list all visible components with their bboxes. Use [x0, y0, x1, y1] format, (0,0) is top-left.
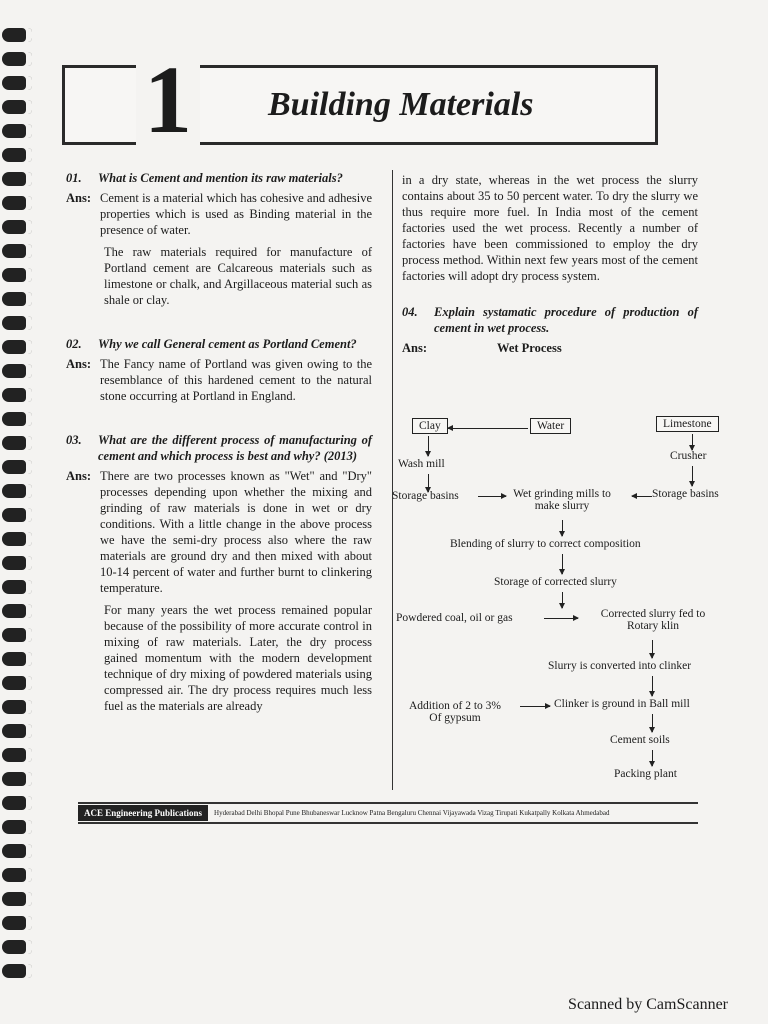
- arrow-down: [652, 714, 653, 732]
- binding-ring: [2, 28, 32, 42]
- question-2: [66, 336, 372, 352]
- flow-node-limestone: Limestone: [656, 416, 719, 432]
- flow-node-blending: Blending of slurry to correct composition: [450, 538, 641, 550]
- arrow-down: [652, 676, 653, 696]
- binding-ring: [2, 916, 32, 930]
- chapter-number: 1: [136, 52, 200, 148]
- binding-ring: [2, 700, 32, 714]
- binding-ring: [2, 76, 32, 90]
- binding-ring: [2, 436, 32, 450]
- binding-ring: [2, 340, 32, 354]
- binding-ring: [2, 484, 32, 498]
- corrected-fed-line-2: Rotary klin: [626, 620, 680, 632]
- wet-process-flowchart: [390, 380, 740, 800]
- flow-node-storage-basins-right: Storage basins: [652, 488, 719, 500]
- arrow-down: [652, 640, 653, 658]
- arrow-down: [692, 434, 693, 450]
- right-column: [402, 172, 698, 356]
- answer-label: Ans:: [66, 469, 92, 483]
- binding-ring: [2, 748, 32, 762]
- binding-ring: [2, 868, 32, 882]
- addition-line-2: Of gypsum: [429, 712, 481, 724]
- binding-ring: [2, 460, 32, 474]
- flow-node-storage-basins-left: Storage basins: [392, 490, 459, 502]
- wet-grinding-line-2: make slurry: [534, 500, 590, 512]
- arrow-down: [652, 750, 653, 766]
- question-text: What is Cement and mention its raw materials?: [98, 171, 343, 185]
- binding-ring: [2, 508, 32, 522]
- chapter-title: Building Materials: [268, 86, 534, 123]
- answer-text: There are two processes known as "Wet" and "Dry" processes depending upon whether the mixing and grinding of raw materials is done in wet or dry conditions. With a little change in the above process we have the semi-dry process also where the raw materials are ground dry and then mixed with about 10-14 percent of water and further burnt to clinkering temperature.: [100, 469, 372, 595]
- flow-node-wet-grinding: [506, 488, 618, 512]
- binding-ring: [2, 268, 32, 282]
- answer-text: The Fancy name of Portland was given owing to the resemblance of this hardened cement to the natural stone occurring at Portland in England.: [100, 357, 372, 403]
- answer-4-header: [402, 340, 698, 356]
- binding-ring: [2, 940, 32, 954]
- flow-node-clay: Clay: [412, 418, 448, 434]
- flow-node-converted: Slurry is converted into clinker: [548, 660, 692, 672]
- answer-paragraph: For many years the wet process remained popular because of the possibility of more accurate control in mixing of raw materials. Later, the dry process gained momentum with the modern development technique of dry mixing of powdered materials using compressed air. The dry process requires much less fuel as the materials are already: [104, 603, 372, 713]
- binding-ring: [2, 100, 32, 114]
- binding-ring: [2, 388, 32, 402]
- binding-ring: [2, 964, 32, 978]
- binding-ring: [2, 652, 32, 666]
- question-text: Why we call General cement as Portland Cement?: [98, 337, 357, 351]
- binding-ring: [2, 244, 32, 258]
- binding-ring: [2, 196, 32, 210]
- answer-3: [66, 468, 372, 596]
- question-1: [66, 170, 372, 186]
- arrow-right: [520, 706, 550, 707]
- wet-grinding-line-1: Wet grinding mills to: [513, 488, 611, 500]
- flow-node-addition: [396, 700, 514, 724]
- binding-ring: [2, 52, 32, 66]
- question-number: 01.: [66, 171, 82, 185]
- flow-node-wash-mill: Wash mill: [398, 458, 445, 470]
- arrow-down: [562, 554, 563, 574]
- answer-paragraph: The raw materials required for manufacture of Portland cement are Calcareous materials such as limestone or chalk, and Argillaceous material such as shale or clay.: [104, 245, 372, 307]
- question-4: [402, 304, 698, 336]
- answer-text: Cement is a material which has cohesive and adhesive properties which is used as Binding material in the presence of water.: [100, 191, 372, 237]
- binding-ring: [2, 220, 32, 234]
- binding-ring: [2, 604, 32, 618]
- question-text-body: What are the different process of manufacturing of cement and which process is best and why?: [98, 433, 372, 463]
- arrow-down: [562, 592, 563, 608]
- question-number: 04.: [402, 305, 418, 319]
- binding-ring: [2, 676, 32, 690]
- arrow-down: [428, 436, 429, 456]
- question-year: (2013): [323, 449, 358, 463]
- arrow-down: [562, 520, 563, 536]
- arrow-down: [692, 466, 693, 486]
- binding-ring: [2, 532, 32, 546]
- flow-node-packing: Packing plant: [614, 768, 677, 780]
- binding-ring: [2, 580, 32, 594]
- binding-ring: [2, 628, 32, 642]
- binding-ring: [2, 844, 32, 858]
- question-number: 03.: [66, 433, 82, 447]
- continuation-paragraph: in a dry state, whereas in the wet process the slurry contains about 35 to 50 percent water. To dry the slurry we thus require more fuel. In India most of the cement factories used the wet process. Recently a number of factories have been commissioned to employ the dry process method. Within next few years most of the cement factories will adopt dry process system.: [402, 173, 698, 283]
- binding-ring: [2, 148, 32, 162]
- flow-title: Wet Process: [497, 341, 562, 355]
- answer-label: Ans:: [402, 341, 428, 355]
- binding-ring: [2, 364, 32, 378]
- answer-2: [66, 356, 372, 404]
- scanner-watermark: Scanned by CamScanner: [568, 996, 728, 1013]
- question-3: [66, 432, 372, 464]
- binding-ring: [2, 796, 32, 810]
- arrow-left: [632, 496, 652, 497]
- publisher-name: ACE Engineering Publications: [78, 805, 208, 821]
- answer-label: Ans:: [66, 191, 92, 205]
- binding-ring: [2, 412, 32, 426]
- page-footer: [78, 802, 698, 824]
- answer-label: Ans:: [66, 357, 92, 371]
- question-text: Explain systamatic procedure of production of cement in wet process.: [434, 305, 698, 335]
- binding-ring: [2, 316, 32, 330]
- binding-ring: [2, 292, 32, 306]
- binding-ring: [2, 724, 32, 738]
- binding-ring: [2, 772, 32, 786]
- question-number: 02.: [66, 337, 82, 351]
- publisher-cities: Hyderabad Delhi Bhopal Pune Bhubaneswar Lucknow Patna Bengaluru Chennai Vijayawada Vizag Tirupati Kukatpally Kolkata Ahmedabad: [214, 809, 610, 817]
- question-text: [98, 432, 372, 464]
- flow-node-powdered-coal: Powdered coal, oil or gas: [396, 612, 513, 624]
- arrow-right: [478, 496, 506, 497]
- left-column: [66, 170, 372, 720]
- arrow-right: [544, 618, 578, 619]
- flow-node-cement-soils: Cement soils: [610, 734, 670, 746]
- flow-node-corrected-fed: [580, 608, 726, 632]
- answer-1: [66, 190, 372, 238]
- corrected-fed-line-1: Corrected slurry fed to: [600, 608, 706, 620]
- binding-ring: [2, 820, 32, 834]
- binding-ring: [2, 556, 32, 570]
- arrow-water-to-clay: [448, 428, 528, 429]
- binding-ring: [2, 124, 32, 138]
- flow-node-storage-corrected: Storage of corrected slurry: [494, 576, 617, 588]
- flow-node-water: Water: [530, 418, 571, 434]
- flow-node-crusher: Crusher: [670, 450, 707, 462]
- spiral-binding: [0, 20, 40, 980]
- addition-line-1: Addition of 2 to 3%: [409, 700, 501, 712]
- binding-ring: [2, 892, 32, 906]
- binding-ring: [2, 172, 32, 186]
- flow-node-clinker-ground: Clinker is ground in Ball mill: [554, 698, 690, 710]
